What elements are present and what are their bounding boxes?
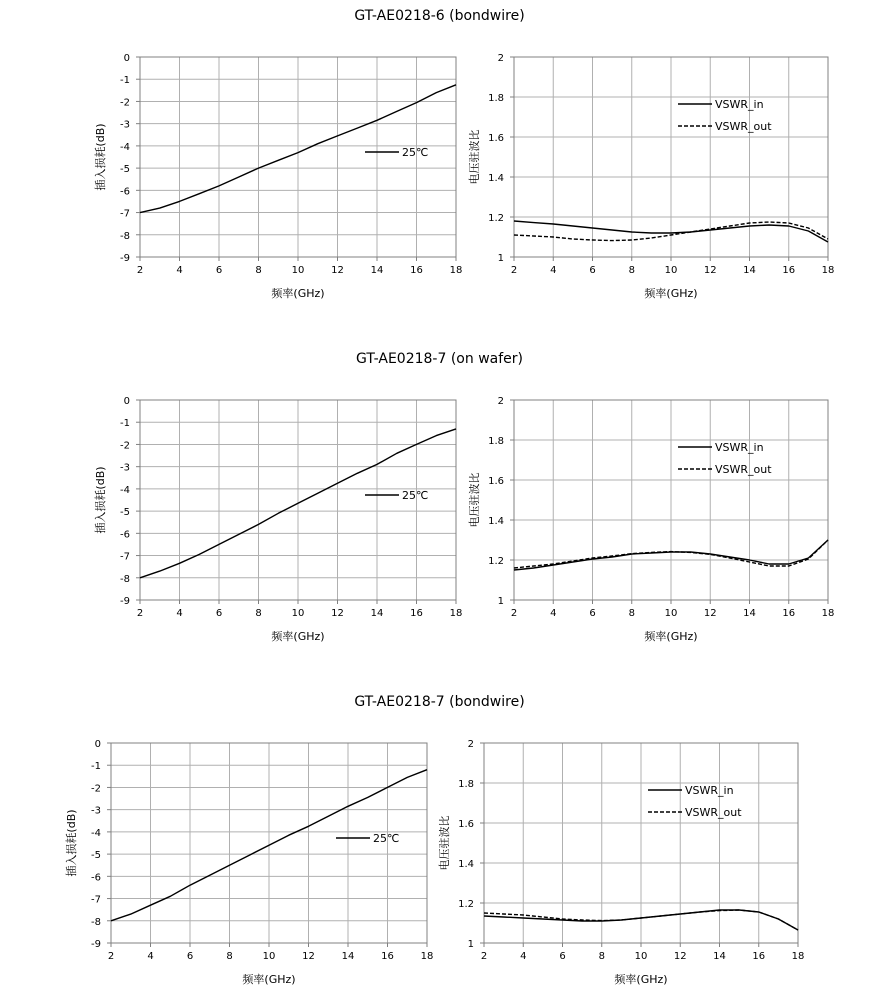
y-tick-label: -7 — [120, 551, 130, 563]
x-tick-label: 10 — [291, 608, 305, 619]
x-tick-label: 8 — [226, 951, 233, 962]
x-tick-label: 6 — [589, 608, 596, 619]
y-tick-label: 1 — [467, 939, 474, 950]
y-tick-label: -5 — [91, 850, 101, 862]
x-tick-label: 12 — [331, 608, 344, 619]
x-tick-label: 14 — [713, 951, 726, 962]
x-tick-label: 10 — [664, 265, 678, 276]
y-tick-label: -6 — [120, 186, 130, 198]
x-tick-label: 12 — [673, 951, 687, 962]
x-tick-label: 8 — [255, 608, 262, 619]
legend-label: VSWR_in — [685, 784, 734, 797]
y-tick-label: 1 — [497, 253, 504, 264]
x-tick-label: 16 — [410, 265, 423, 276]
y-axis-label: 电压驻波比 — [438, 815, 451, 871]
x-tick-label: 12 — [703, 608, 717, 619]
legend-label: VSWR_out — [715, 463, 772, 476]
y-tick-label: 1.6 — [488, 133, 504, 144]
legend-label: VSWR_in — [715, 98, 764, 111]
y-tick-label: 1.6 — [458, 819, 474, 830]
y-tick-label: -8 — [120, 230, 130, 242]
y-axis-label: 电压驻波比 — [468, 129, 481, 185]
x-tick-label: 18 — [821, 608, 835, 619]
section-title-1: GT-AE0218-6 (bondwire) — [354, 8, 525, 24]
legend-label: VSWR_out — [715, 120, 772, 133]
y-tick-label: -3 — [120, 119, 130, 131]
y-axis-label: 插入损耗(dB) — [94, 466, 107, 534]
x-tick-label: 4 — [550, 265, 557, 276]
y-tick-label: -4 — [120, 141, 130, 153]
y-tick-label: 0 — [123, 53, 130, 64]
x-axis-label: 频率(GHz) — [271, 630, 325, 643]
y-tick-label: 2 — [497, 53, 504, 64]
x-tick-label: 10 — [291, 265, 305, 276]
x-tick-label: 18 — [420, 951, 434, 962]
x-tick-label: 12 — [703, 265, 717, 276]
x-tick-label: 14 — [370, 608, 384, 619]
y-tick-label: -1 — [120, 418, 130, 430]
x-tick-label: 4 — [176, 265, 183, 276]
y-tick-label: 1.2 — [458, 899, 474, 910]
x-tick-label: 2 — [510, 265, 518, 276]
y-tick-label: 2 — [467, 739, 474, 750]
y-tick-label: 1.6 — [488, 476, 504, 487]
x-tick-label: 12 — [331, 265, 344, 276]
x-tick-label: 16 — [381, 951, 394, 962]
y-tick-label: 1.2 — [488, 556, 504, 567]
x-tick-label: 18 — [449, 608, 463, 619]
x-tick-label: 4 — [550, 608, 557, 619]
y-tick-label: -7 — [91, 894, 101, 906]
x-tick-label: 4 — [176, 608, 183, 619]
y-tick-label: -5 — [120, 164, 130, 176]
x-tick-label: 10 — [262, 951, 276, 962]
y-tick-label: -4 — [120, 484, 130, 496]
y-tick-label: -4 — [91, 827, 101, 839]
legend-label: 25℃ — [402, 489, 429, 502]
x-tick-label: 2 — [136, 608, 144, 619]
x-tick-label: 12 — [302, 951, 315, 962]
y-tick-label: -9 — [120, 596, 130, 607]
y-axis-label: 电压驻波比 — [468, 472, 481, 528]
y-tick-label: 0 — [123, 396, 130, 407]
legend-label: VSWR_in — [715, 441, 764, 454]
y-tick-label: 2 — [497, 396, 504, 407]
y-tick-label: 0 — [94, 739, 101, 750]
y-tick-label: 1.4 — [488, 173, 504, 184]
x-tick-label: 14 — [370, 265, 384, 276]
section-title-2: GT-AE0218-7 (on wafer) — [356, 351, 523, 367]
y-tick-label: -7 — [120, 208, 130, 220]
y-tick-label: 1.8 — [488, 436, 504, 447]
x-axis-label: 频率(GHz) — [644, 630, 698, 643]
x-tick-label: 6 — [589, 265, 596, 276]
x-tick-label: 8 — [255, 265, 262, 276]
x-tick-label: 16 — [752, 951, 766, 962]
x-tick-label: 2 — [107, 951, 115, 962]
x-tick-label: 6 — [215, 608, 223, 619]
y-tick-label: 1.8 — [488, 93, 504, 104]
y-tick-label: -3 — [120, 462, 130, 474]
section-title-3: GT-AE0218-7 (bondwire) — [354, 694, 525, 710]
x-tick-label: 14 — [743, 608, 756, 619]
x-tick-label: 6 — [215, 265, 223, 276]
y-tick-label: 1.2 — [488, 213, 504, 224]
x-tick-label: 2 — [510, 608, 518, 619]
y-tick-label: 1.4 — [488, 516, 504, 527]
y-tick-label: -1 — [120, 75, 130, 87]
x-axis-label: 频率(GHz) — [242, 973, 296, 986]
y-tick-label: 1.8 — [458, 779, 474, 790]
x-tick-label: 18 — [791, 951, 805, 962]
legend-label: 25℃ — [402, 146, 429, 159]
x-tick-label: 16 — [782, 608, 796, 619]
y-tick-label: -6 — [120, 529, 130, 541]
x-tick-label: 6 — [559, 951, 566, 962]
x-tick-label: 16 — [410, 608, 423, 619]
x-tick-label: 10 — [664, 608, 678, 619]
x-tick-label: 18 — [821, 265, 835, 276]
y-tick-label: -2 — [120, 97, 130, 109]
y-tick-label: -2 — [91, 783, 101, 795]
x-tick-label: 4 — [520, 951, 527, 962]
y-tick-label: 1 — [497, 596, 504, 607]
y-tick-label: -8 — [120, 573, 130, 585]
legend-label: 25℃ — [373, 832, 400, 845]
x-tick-label: 10 — [634, 951, 648, 962]
x-tick-label: 14 — [341, 951, 355, 962]
y-tick-label: -1 — [91, 761, 101, 773]
x-tick-label: 2 — [136, 265, 144, 276]
y-axis-label: 插入损耗(dB) — [65, 809, 78, 877]
x-tick-label: 8 — [628, 265, 635, 276]
x-tick-label: 16 — [782, 265, 796, 276]
y-tick-label: -9 — [120, 253, 130, 264]
x-tick-label: 4 — [147, 951, 154, 962]
y-tick-label: -9 — [91, 939, 101, 950]
legend-label: VSWR_out — [685, 806, 742, 819]
y-tick-label: -8 — [91, 916, 101, 928]
y-tick-label: -2 — [120, 440, 130, 452]
x-axis-label: 频率(GHz) — [271, 287, 325, 300]
x-tick-label: 8 — [628, 608, 635, 619]
x-tick-label: 2 — [480, 951, 488, 962]
y-axis-label: 插入损耗(dB) — [94, 123, 107, 191]
y-tick-label: -5 — [120, 507, 130, 519]
x-tick-label: 18 — [449, 265, 463, 276]
x-tick-label: 8 — [598, 951, 605, 962]
x-axis-label: 频率(GHz) — [614, 973, 668, 986]
x-tick-label: 14 — [743, 265, 756, 276]
x-tick-label: 6 — [186, 951, 194, 962]
x-axis-label: 频率(GHz) — [644, 287, 698, 300]
y-tick-label: -6 — [91, 872, 101, 884]
y-tick-label: -3 — [91, 805, 101, 817]
y-tick-label: 1.4 — [458, 859, 474, 870]
